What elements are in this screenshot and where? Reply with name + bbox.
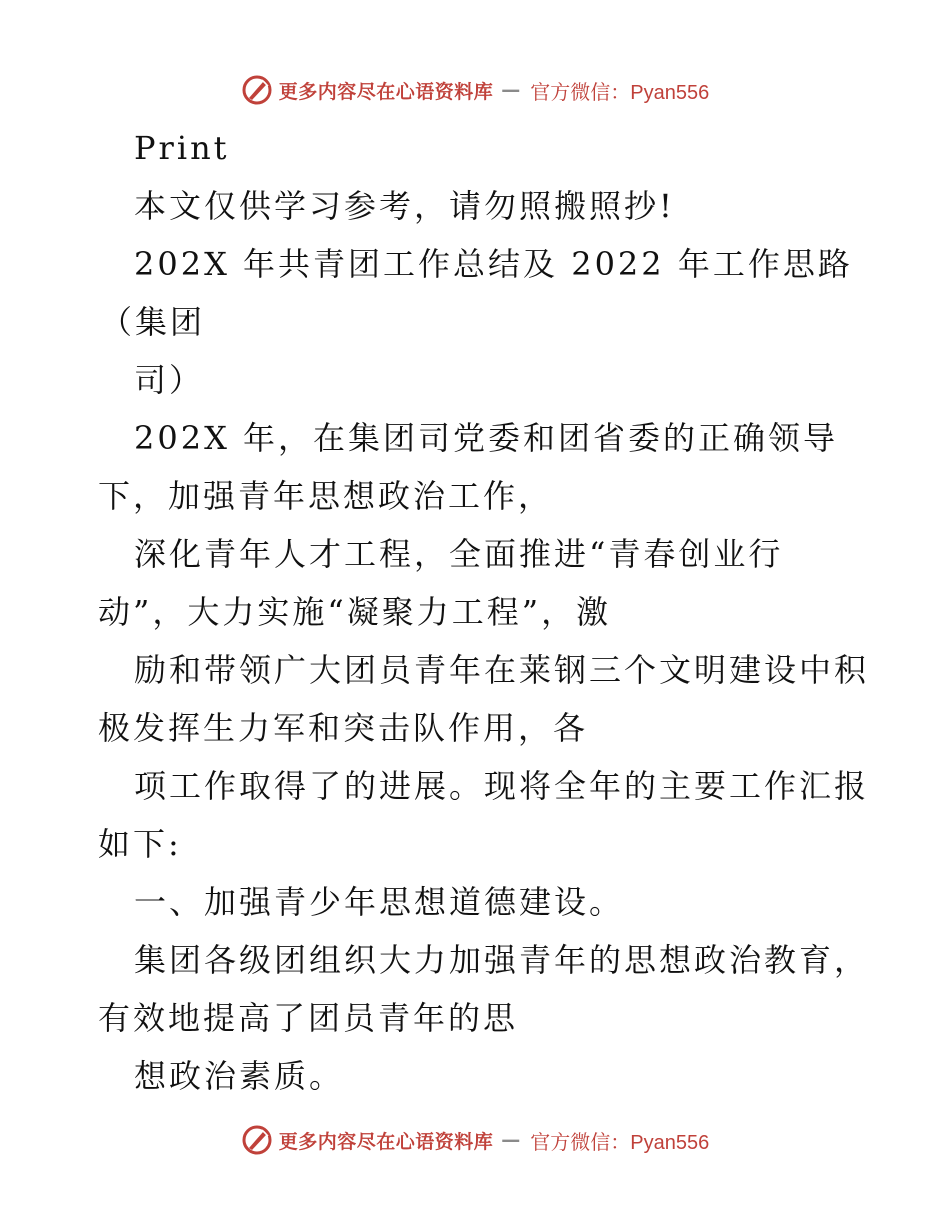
doc-title-end: 司） — [134, 361, 205, 399]
doc-paragraph-line: 动”，大力实施“凝聚力工程”，激 — [98, 593, 612, 631]
watermark-separator: — — [501, 79, 521, 101]
doc-section-heading: 一、加强青少年思想道德建设。 — [134, 883, 625, 921]
doc-paragraph-line: 想政治素质。 — [134, 1057, 345, 1095]
doc-title: 202X 年共青团工作总结及 2022 年工作思路 — [134, 245, 853, 283]
doc-paragraph-line: 励和带领广大团员青年在莱钢三个文明建设中积 — [134, 651, 870, 689]
doc-title-cont: （集团 — [100, 303, 206, 341]
doc-paragraph-line: 集团各级团组织大力加强青年的思想政治教育， — [134, 941, 870, 979]
quill-circle-icon — [241, 1124, 273, 1156]
doc-paragraph-line: 有效地提高了团员青年的思 — [98, 999, 519, 1037]
doc-paragraph-line: 下，加强青年思想政治工作， — [98, 477, 554, 515]
watermark-wechat: 官方微信：Pyan556 — [530, 81, 710, 104]
watermark-text: 更多内容尽在心语资料库 — [278, 1130, 494, 1153]
doc-paragraph-line: 202X 年，在集团司党委和团省委的正确领导 — [134, 419, 839, 457]
doc-line-disclaimer: 本文仅供学习参考，请勿照搬照抄! — [134, 187, 675, 225]
quill-circle-icon — [241, 74, 273, 106]
doc-paragraph-line: 项工作取得了的进展。现将全年的主要工作汇报 — [134, 767, 870, 805]
watermark-text: 更多内容尽在心语资料库 — [278, 80, 494, 103]
header-watermark — [0, 70, 950, 110]
doc-paragraph-line: 如下: — [98, 825, 182, 863]
watermark-separator: — — [501, 1129, 521, 1151]
doc-line-print: Print — [134, 129, 230, 167]
doc-paragraph-line: 深化青年人才工程，全面推进“青春创业行 — [134, 535, 784, 573]
doc-paragraph-line: 极发挥生力军和突击队作用，各 — [98, 709, 589, 747]
watermark-wechat: 官方微信：Pyan556 — [530, 1131, 710, 1154]
footer-watermark — [0, 1120, 950, 1160]
